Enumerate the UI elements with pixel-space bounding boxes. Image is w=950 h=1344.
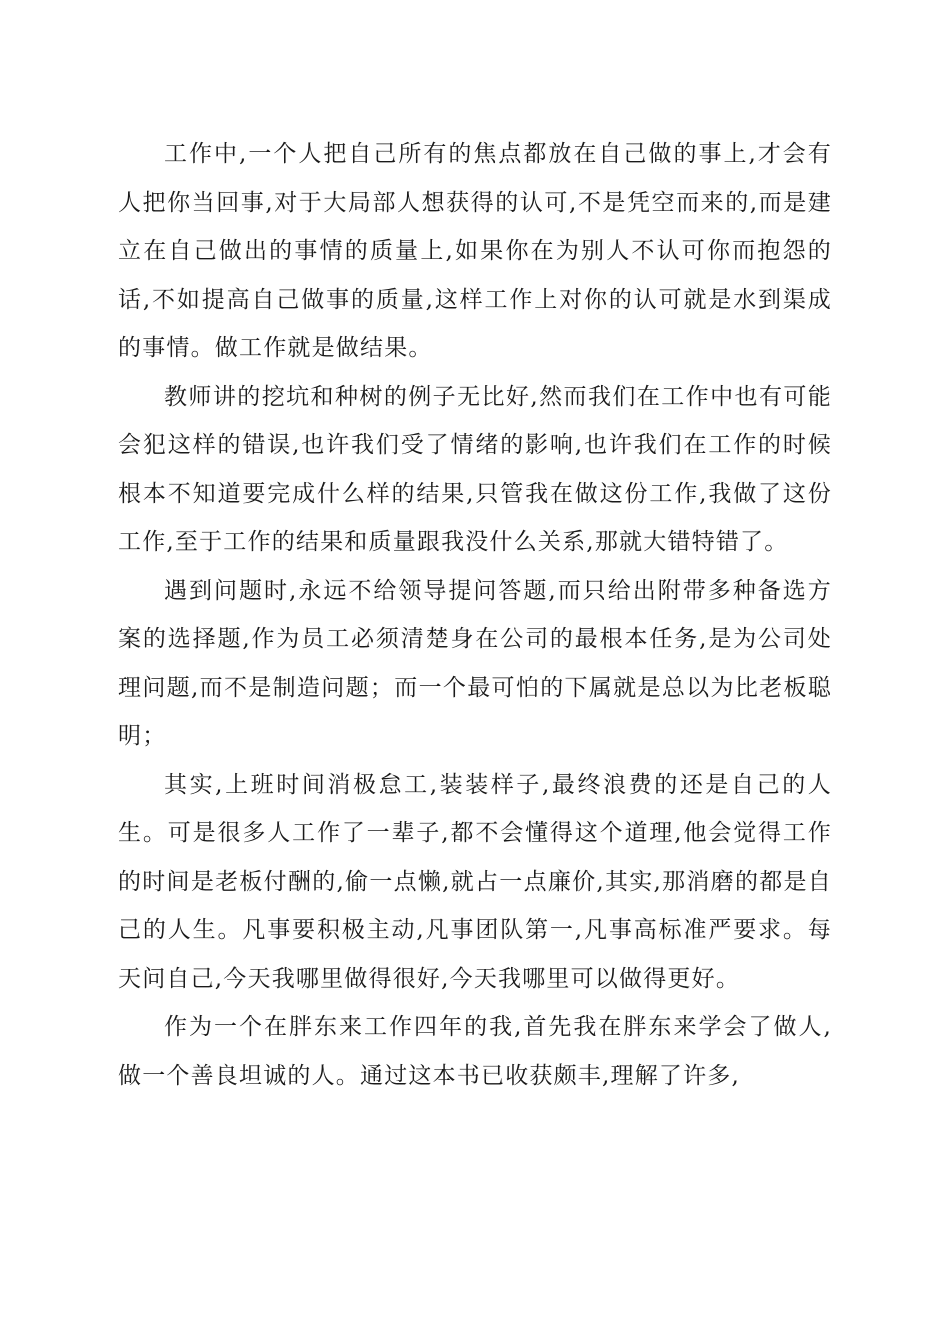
paragraph-5: 作为一个在胖东来工作四年的我,首先我在胖东来学会了做人,做一个善良坦诚的人。通过这本书已收获颇丰,理解了许多, bbox=[118, 1014, 832, 1089]
paragraph-1: 工作中,一个人把自己所有的焦点都放在自己做的事上,才会有人把你当回事,对于大局部人想获得的认可,不是凭空而来的,而是建立在自己做出的事情的质量上,如果你在为别人不认可你而抱怨的话,不如提高自己做事的质量,这样工作上对你的认可就是水到渠成的事情。做工作就是做结果。 bbox=[118, 141, 832, 361]
paragraph-3: 遇到问题时,永远不给领导提问答题,而只给出附带多种备选方案的选择题,作为员工必须清楚身在公司的最根本任务,是为公司处理问题,而不是制造问题；而一个最可怕的下属就是总以为比老板聪明； bbox=[118, 577, 832, 749]
paragraph-2: 教师讲的挖坑和种树的例子无比好,然而我们在工作中也有可能会犯这样的错误,也许我们受了情绪的影响,也许我们在工作的时候根本不知道要完成什么样的结果,只管我在做这份工作,我做了这份工作,至于工作的结果和质量跟我没什么关系,那就大错特错了。 bbox=[118, 383, 832, 555]
document-body bbox=[118, 130, 832, 1100]
paragraph-4: 其实,上班时间消极怠工,装装样子,最终浪费的还是自己的人生。可是很多人工作了一辈子,都不会懂得这个道理,他会觉得工作的时间是老板付酬的,偷一点懒,就占一点廉价,其实,那消磨的都是自己的人生。凡事要积极主动,凡事团队第一,凡事高标准严要求。每天问自己,今天我哪里做得很好,今天我哪里可以做得更好。 bbox=[118, 771, 832, 992]
